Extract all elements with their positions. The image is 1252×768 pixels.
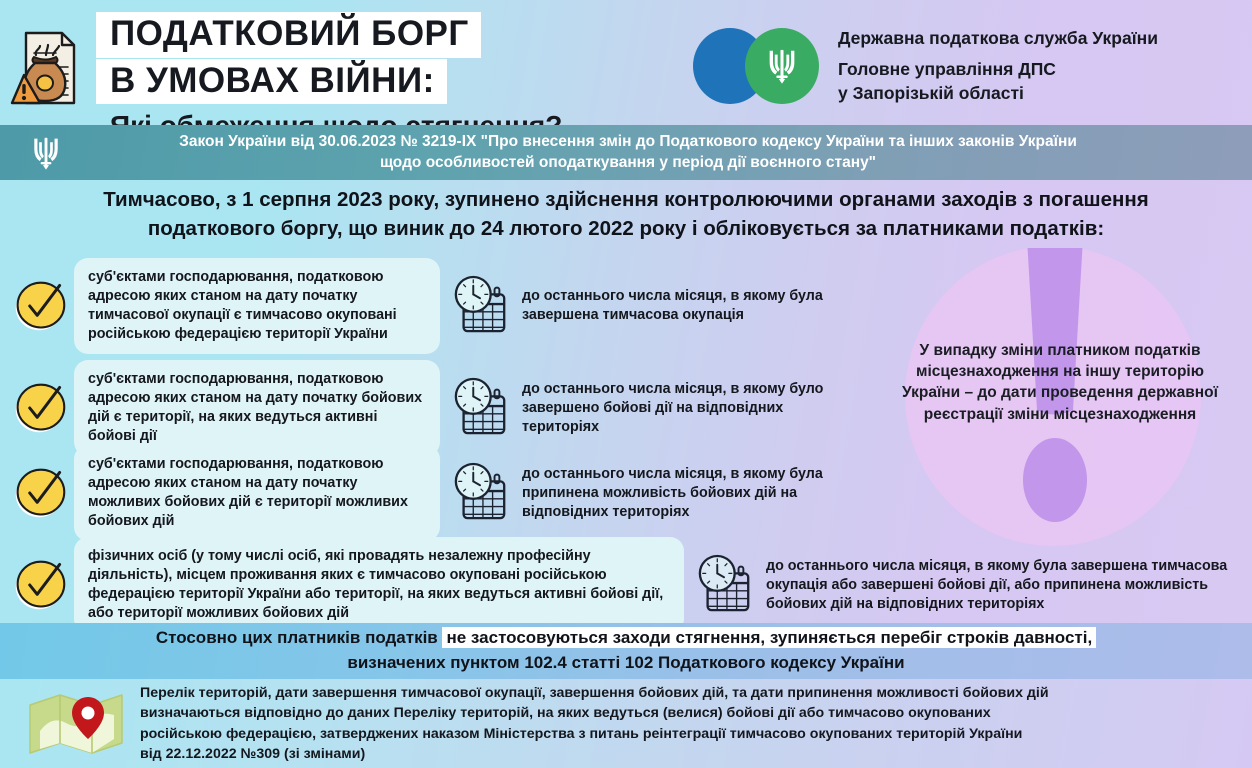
title-line-1: ПОДАТКОВИЙ БОРГ xyxy=(96,12,481,58)
ukraine-trident-icon xyxy=(28,132,64,174)
calendar-clock-icon xyxy=(452,275,510,337)
footer-text xyxy=(140,683,1230,765)
logo-circles xyxy=(690,27,820,105)
law-reference-text xyxy=(64,132,1252,174)
intro-line-1: Тимчасово, з 1 серпня 2023 року, зупинено здійснення контролюючими органами заходів з погашення xyxy=(103,188,1149,211)
money-bag-document-icon xyxy=(10,27,82,111)
yellow-check-icon xyxy=(12,278,68,334)
title-line-2: В УМОВАХ ВІЙНИ: xyxy=(96,59,447,105)
deadline-text-3: до останнього числа місяця, в якому була припинена можливість бойових дій на відповідних територіях xyxy=(522,465,823,520)
footer-note xyxy=(0,679,1252,768)
deadline-text-1: до останнього числа місяця, в якому була завершена тимчасова окупація xyxy=(522,288,823,324)
consequences-line-2: визначених пунктом 102.4 статті 102 Податкового кодексу України xyxy=(347,653,905,672)
footer-line-1: Перелік територій, дати завершення тимчасової окупації, завершення бойових дій, та дати припинення можливості бойових дій xyxy=(140,684,1049,701)
criteria-row-1 xyxy=(0,258,842,354)
criteria-row-4 xyxy=(0,537,1236,633)
calendar-clock-icon xyxy=(696,554,754,616)
criteria-text-2: суб'єктами господарювання, податковою адресою яких станом на дату початку бойових дій є території, на яких ведуться активні бойові дії xyxy=(74,360,440,456)
consequences-prefix: Стосовно цих платників податків xyxy=(155,628,438,648)
header xyxy=(0,0,1252,125)
agency-line-3: у Запорізькій області xyxy=(838,82,1024,103)
deadline-text-2: до останнього числа місяця, в якому було завершено бойові дії на відповідних територіях xyxy=(522,380,824,435)
law-line-2: щодо особливостей оподаткування у період дії воєнного стану" xyxy=(379,153,877,171)
calendar-clock-icon xyxy=(452,377,510,439)
yellow-check-icon xyxy=(12,557,68,613)
agency-line-2: Головне управління ДПС xyxy=(838,58,1056,79)
consequences-text xyxy=(156,626,1096,675)
criteria-row-2 xyxy=(0,360,842,456)
law-line-1: Закон України від 30.06.2023 № 3219-IX "Про внесення змін до Податкового кодексу України та інших законів України xyxy=(179,132,1077,150)
criteria-text-4: фізичних осіб (у тому числі осіб, які провадять незалежну професійну діяльність), місцем проживання яких є тимчасово окуповані російською федерацією території України або території, на яких ведуться активні бойові дії, або території можливих бойових дій xyxy=(74,537,684,633)
footer-line-3: російською федерацією, затверджених наказом Міністерства з питань реінтеграції тимчасово окупованих територій України xyxy=(140,725,1023,742)
agency-name-text xyxy=(838,27,1238,105)
criteria-text-1: суб'єктами господарювання, податковою адресою яких станом на дату початку тимчасової окупації є тимчасово окуповані російською федерацією території України xyxy=(74,258,440,354)
callout-text: У випадку зміни платником податків місцезнаходження на іншу територію України – до дати проведення державної реєстрації зміни місцезнаходження xyxy=(902,342,1218,423)
yellow-check-icon xyxy=(12,380,68,436)
law-reference-banner xyxy=(0,125,1252,180)
calendar-clock-icon xyxy=(452,462,510,524)
intro-paragraph xyxy=(0,185,1252,243)
deadline-text-4: до останнього числа місяця, в якому була завершена тимчасова окупація або завершені бойові дії, або припинена можливість бойових дій на відповідних територіях xyxy=(766,557,1228,612)
agency-line-1: Державна податкова служба України xyxy=(838,28,1158,48)
consequences-highlight: не застосовуються заходи стягнення, зупиняється перебіг строків давності, xyxy=(442,627,1096,648)
title-block xyxy=(96,12,696,142)
footer-line-2: визначаються відповідно до даних Переліку територій, на яких ведуться (велися) бойові дії або тимчасово окупованих xyxy=(140,705,991,722)
criteria-text-3: суб'єктами господарювання, податковою адресою яких станом на дату початку можливих бойових дій є території можливих бойових дій xyxy=(74,445,440,541)
intro-line-2: податкового боргу, що виник до 24 лютого 2022 року і обліковується за платниками податків: xyxy=(147,217,1105,241)
criteria-row-3 xyxy=(0,445,842,541)
agency-logo-block xyxy=(690,25,1235,110)
yellow-check-icon xyxy=(12,465,68,521)
footer-line-4: від 22.12.2022 №309 (зі змінами) xyxy=(140,745,366,762)
map-pin-icon xyxy=(26,691,126,757)
location-change-callout xyxy=(865,248,1252,548)
consequences-band xyxy=(0,623,1252,679)
